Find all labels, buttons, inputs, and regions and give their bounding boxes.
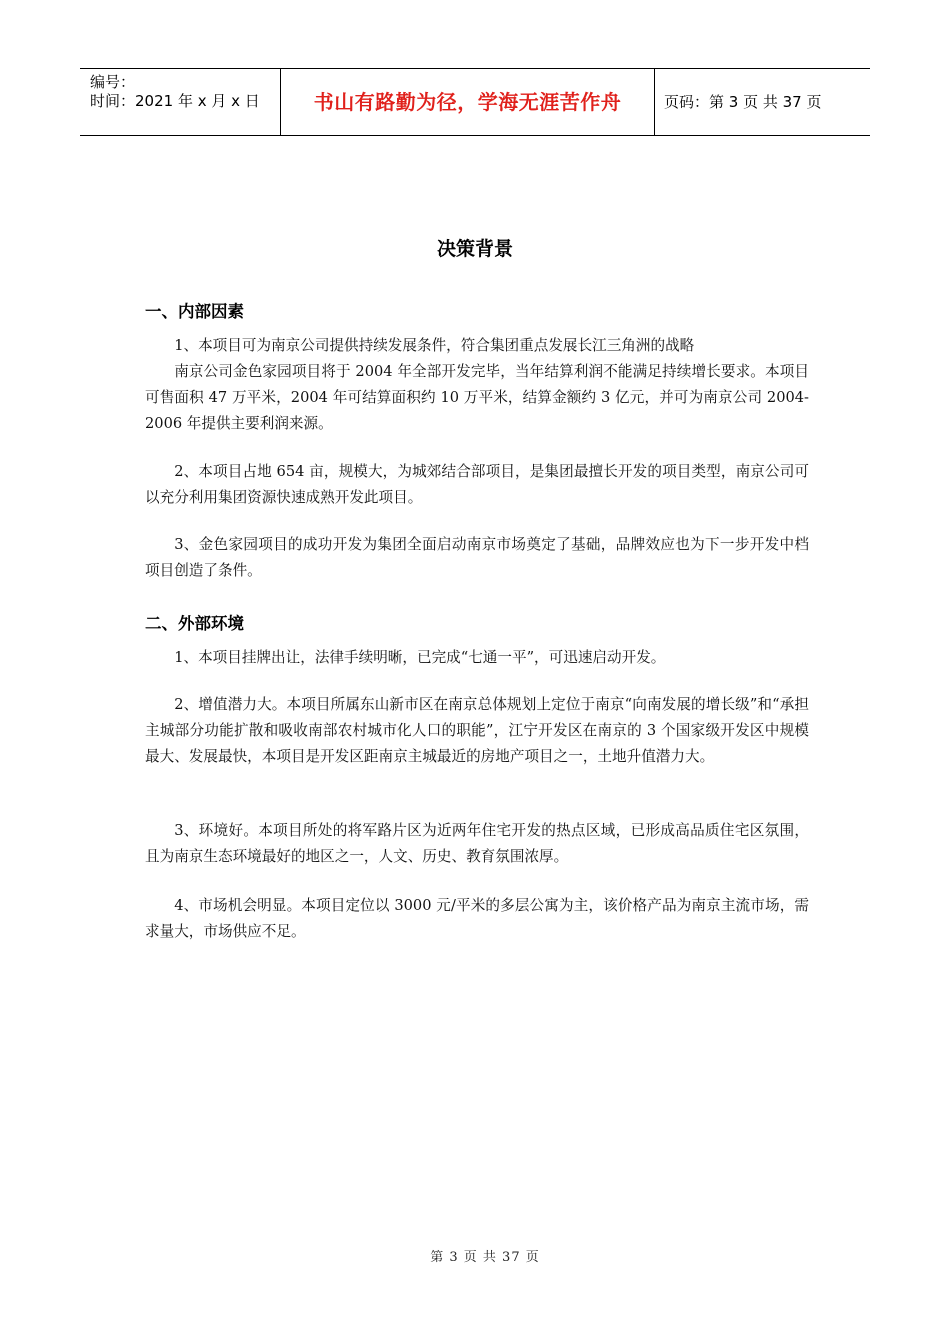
header-date-label: 时间：2021 年 x 月 x 日 xyxy=(90,92,260,110)
document-title: 决策背景 xyxy=(436,238,513,260)
paragraph: 4、市场机会明显。本项目定位以 3000 元/平米的多层公寓为主，该价格产品为南京主流市场，需求量大，市场供应不足。 xyxy=(145,897,809,940)
paragraph: 1、本项目可为南京公司提供持续发展条件，符合集团重点发展长江三角洲的战略 xyxy=(174,337,695,354)
header-motto: 书山有路勤为径，学海无涯苦作舟 xyxy=(313,90,622,114)
page-header xyxy=(80,68,870,136)
paragraph: 1、本项目挂牌出让，法律手续明晰，已完成“七通一平”，可迅速启动开发。 xyxy=(174,649,666,666)
paragraph: 南京公司金色家园项目将于 2004 年全部开发完毕，当年结算利润不能满足持续增长要求。本项目可售面积 47 万平米，2004 年可结算面积约 10 万平米，结算金额约 3 亿元，并可为南京公司 2004-2006 年提供主要利润来源。 xyxy=(145,363,809,432)
paragraph: 2、本项目占地 654 亩，规模大，为城郊结合部项目，是集团最擅长开发的项目类型，南京公司可以充分利用集团资源快速成熟开发此项目。 xyxy=(145,463,809,506)
header-meta xyxy=(80,69,280,135)
page-footer: 第 3 页 共 37 页 xyxy=(430,1250,540,1265)
header-number-label: 编号： xyxy=(90,73,136,91)
section-heading-external: 二、外部环境 xyxy=(145,614,244,633)
paragraph: 2、增值潜力大。本项目所属东山新市区在南京总体规划上定位于南京“向南发展的增长级”和“承担主城部分功能扩散和吸收南部农村城市化人口的职能”，江宁开发区在南京的 3 个国家级开发区中规模最大、发展最快，本项目是开发区距南京主城最近的房地产项目之一，土地升值潜力大。 xyxy=(145,696,809,765)
section-heading-internal: 一、内部因素 xyxy=(145,302,244,321)
header-page-info: 页码：第 3 页 共 37 页 xyxy=(664,93,822,111)
paragraph: 3、环境好。本项目所处的将军路片区为近两年住宅开发的热点区域，已形成高品质住宅区氛围，且为南京生态环境最好的地区之一，人文、历史、教育氛围浓厚。 xyxy=(145,822,809,865)
header-divider xyxy=(654,69,655,135)
paragraph: 3、金色家园项目的成功开发为集团全面启动南京市场奠定了基础，品牌效应也为下一步开发中档项目创造了条件。 xyxy=(145,536,809,579)
